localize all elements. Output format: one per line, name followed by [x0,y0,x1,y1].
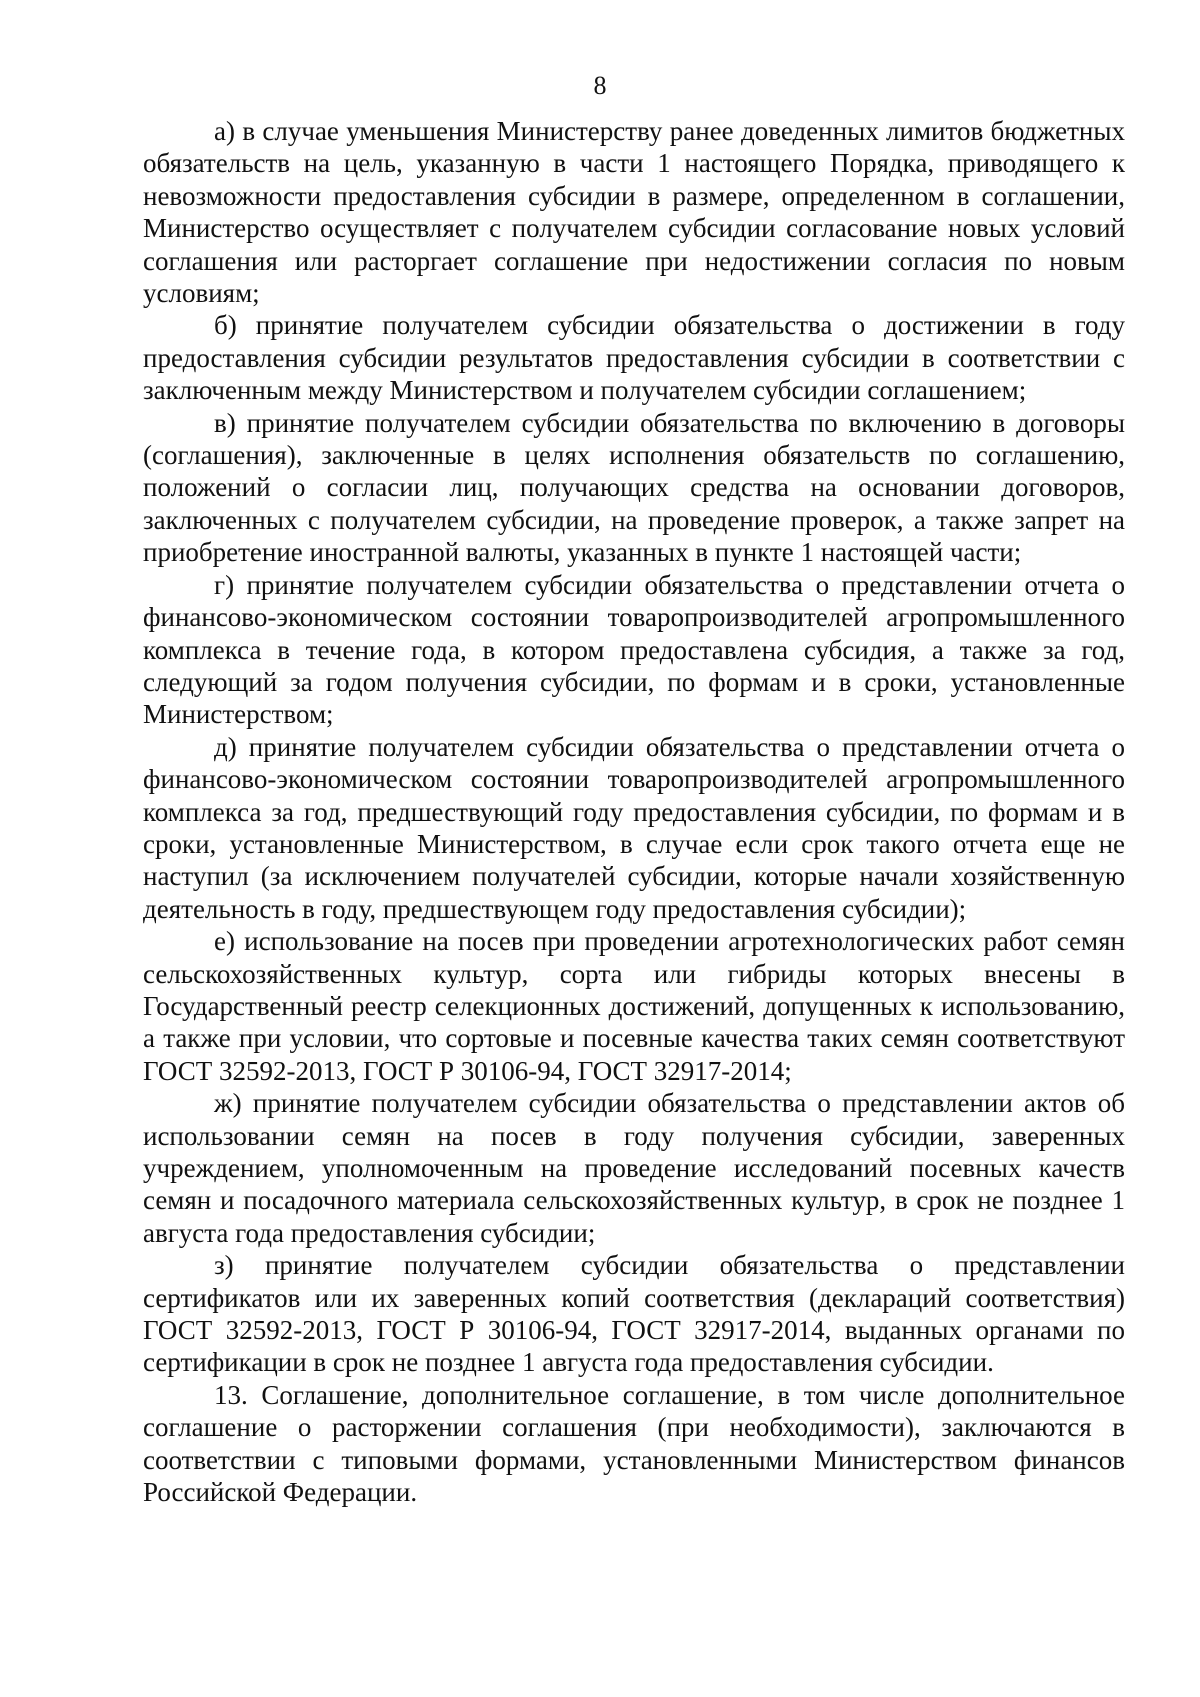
paragraph-a: а) в случае уменьшения Министерству ранее доведенных лимитов бюджетных обязательств на цель, указанную в части 1 настоящего Порядка, приводящего к невозможности предоставления субсидии в размере, определенном в соглашении, Министерство осуществляет с получателем субсидии согласование новых условий соглашения или расторгает соглашение при недостижении согласия по новым условиям; [143,116,1125,309]
paragraph-e: е) использование на посев при проведении агротехнологических работ семян сельскохозяйственных культур, сорта или гибриды которых внесены в Государственный реестр селекционных достижений, допущенных к использованию, а также при условии, что сортовые и посевные качества таких семян соответствуют ГОСТ 32592-2013, ГОСТ Р 30106-94, ГОСТ 32917-2014; [143,926,1125,1086]
document-body [143,115,1125,1508]
paragraph-b: б) принятие получателем субсидии обязательства о достижении в году предоставления субсидии результатов предоставления субсидии в соответствии с заключенным между Министерством и получателем субсидии соглашением; [143,310,1125,406]
paragraph-v: в) принятие получателем субсидии обязательства по включению в договоры (соглашения), заключенные в целях исполнения обязательств по соглашению, положений о согласии лиц, получающих средства на основании договоров, заключенных с получателем субсидии, на проведение проверок, а также запрет на приобретение иностранной валюты, указанных в пункте 1 настоящей части; [143,407,1125,568]
paragraph-d: д) принятие получателем субсидии обязательства о представлении отчета о финансово-экономическом состоянии товаропроизводителей агропромышленного комплекса за год, предшествующий году предоставления субсидии, по формам и в сроки, установленные Министерством, в случае если срок такого отчета еще не наступил (за исключением получателей субсидии, которые начали хозяйственную деятельность в году, предшествующем году предоставления субсидии); [143,731,1125,924]
paragraph-g: г) принятие получателем субсидии обязательства о представлении отчета о финансово-экономическом состоянии товаропроизводителей агропромышленного комплекса в течение года, в котором предоставлена субсидия, а также за год, следующий за годом получения субсидии, по формам и в сроки, установленные Министерством; [143,569,1125,730]
paragraph-zh: ж) принятие получателем субсидии обязательства о представлении актов об использовании семян на посев в году получения субсидии, заверенных учреждением, уполномоченным на проведение исследований посевных качеств семян и посадочного материала сельскохозяйственных культур, в срок не позднее 1 августа года предоставления субсидии; [143,1088,1125,1248]
paragraph-13: 13. Соглашение, дополнительное соглашение, в том числе дополнительное соглашение о расторжении соглашения (при необходимости), заключаются в соответствии с типовыми формами, установленными Министерством финансов Российской Федерации. [143,1379,1125,1508]
page-number: 8 [593,71,607,100]
paragraph-z: з) принятие получателем субсидии обязательства о представлении сертификатов или их заверенных копий соответствия (деклараций соответствия) ГОСТ 32592-2013, ГОСТ Р 30106-94, ГОСТ 32917-2014, выданных органами по сертификации в срок не позднее 1 августа года предоставления субсидии. [143,1250,1125,1378]
